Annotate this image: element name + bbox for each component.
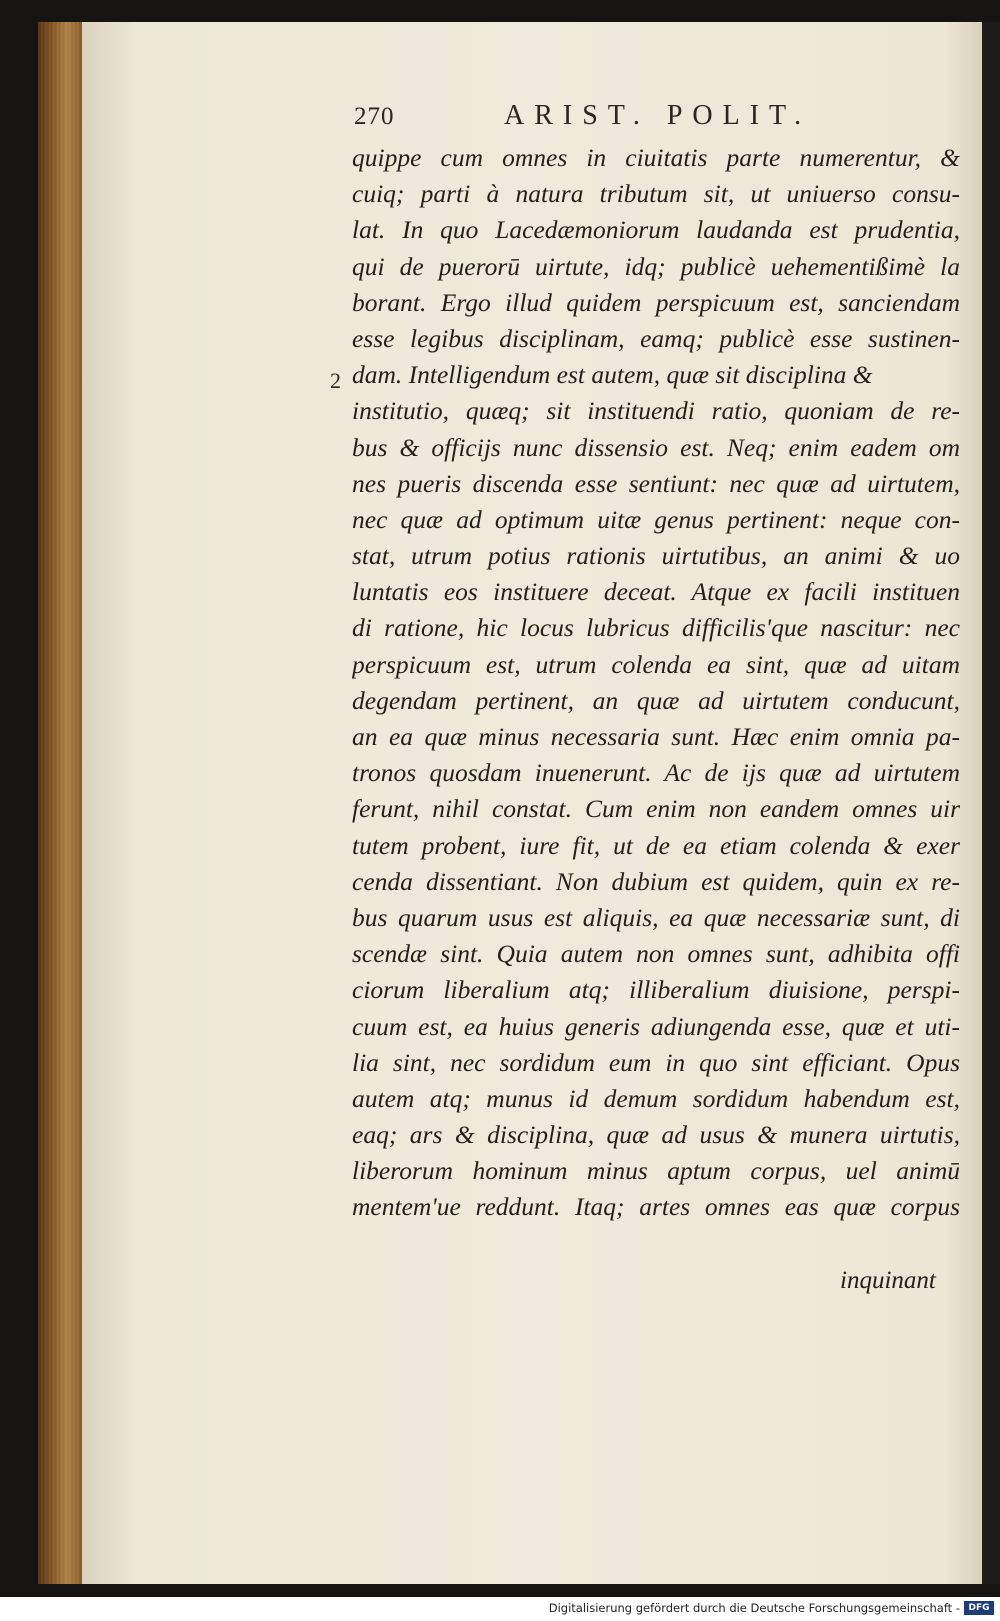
text-line: stat, utrum potius rationis uirtutibus, an animi & uo [352, 541, 960, 571]
digitization-footer [0, 1597, 1000, 1621]
text-line: institutio, quæq; sit instituendi ratio, quoniam de re- [352, 396, 960, 426]
text-line: eaq; ars & disciplina, quæ ad usus & munera uirtutis, [352, 1120, 960, 1150]
dfg-logo: DFG [964, 1601, 994, 1615]
text-line: borant. Ergo illud quidem perspicuum est, sanciendam [352, 287, 960, 317]
text-line: cuum est, ea huius generis adiungenda esse, quæ et uti- [352, 1011, 960, 1041]
marginal-section-number: 2 [330, 368, 341, 393]
text-line: perspicuum est, utrum colenda ea sint, quæ ad uitam [352, 649, 960, 679]
text-line: dam. Intelligendum est autem, quæ sit disciplina & [352, 360, 873, 390]
text-line: scendæ sint. Quia autem non omnes sunt, adhibita offi [352, 939, 960, 969]
text-line: lat. In quo Lacedæmoniorum laudanda est prudentia, [352, 215, 960, 245]
text-line: an ea quæ minus necessaria sunt. Hæc enim omnia pa- [352, 722, 960, 751]
running-title: ARIST. POLIT. [504, 100, 812, 131]
text-line: esse legibus disciplinam, eamq; publicè esse sustinen- [352, 323, 960, 353]
text-line: mentem'ue reddunt. Itaq; artes omnes eas quæ corpus [352, 1192, 960, 1222]
book-page-edge [38, 22, 86, 1584]
text-line: tronos quosdam inuenerunt. Ac de ijs quæ ad uirtutem [352, 758, 960, 788]
text-line: bus quarum usus est aliquis, ea quæ necessariæ sunt, di [352, 902, 960, 932]
text-line: nes pueris discenda esse sentiunt: nec quæ ad uirtutem, [352, 468, 960, 498]
funding-credit: Digitalisierung gefördert durch die Deutsche Forschungsgemeinschaft - [548, 1601, 960, 1615]
text-line: quippe cum omnes in ciuitatis parte numerentur, & [352, 143, 960, 172]
text-line: tutem probent, iure fit, ut de ea etiam colenda & exer [352, 830, 960, 860]
text-line: qui de puerorū uirtute, idq; publicè uehementißimè la [352, 251, 960, 281]
text-line: ferunt, nihil constat. Cum enim non eandem omnes uir [352, 794, 960, 824]
text-line: lia sint, nec sordidum eum in quo sint efficiant. Opus [352, 1047, 960, 1077]
text-line: ciorum liberalium atq; illiberalium diuisione, perspi- [352, 975, 960, 1005]
text-line: liberorum hominum minus aptum corpus, uel animū [352, 1156, 960, 1186]
text-line: autem atq; munus id demum sordidum habendum est, [352, 1083, 960, 1113]
text-line: di ratione, hic locus lubricus difficilis'que nascitur: nec [352, 613, 960, 643]
body-text [352, 140, 960, 1226]
running-head [354, 100, 824, 144]
text-line: bus & officijs nunc dissensio est. Neq; enim eadem om [352, 432, 960, 462]
text-line: cenda dissentiant. Non dubium est quidem, quin ex re- [352, 866, 960, 896]
text-line: cuiq; parti à natura tributum sit, ut uniuerso consu- [352, 179, 960, 209]
text-line: nec quæ ad optimum uitæ genus pertinent: neque con- [352, 504, 960, 534]
catchword: inquinant [840, 1267, 936, 1294]
text-line: luntatis eos instituere deceat. Atque ex facili instituen [352, 577, 960, 607]
text-line: degendam pertinent, an quæ ad uirtutem conducunt, [352, 685, 960, 715]
page-number: 270 [354, 103, 395, 130]
scan-right-border [982, 22, 1000, 1584]
